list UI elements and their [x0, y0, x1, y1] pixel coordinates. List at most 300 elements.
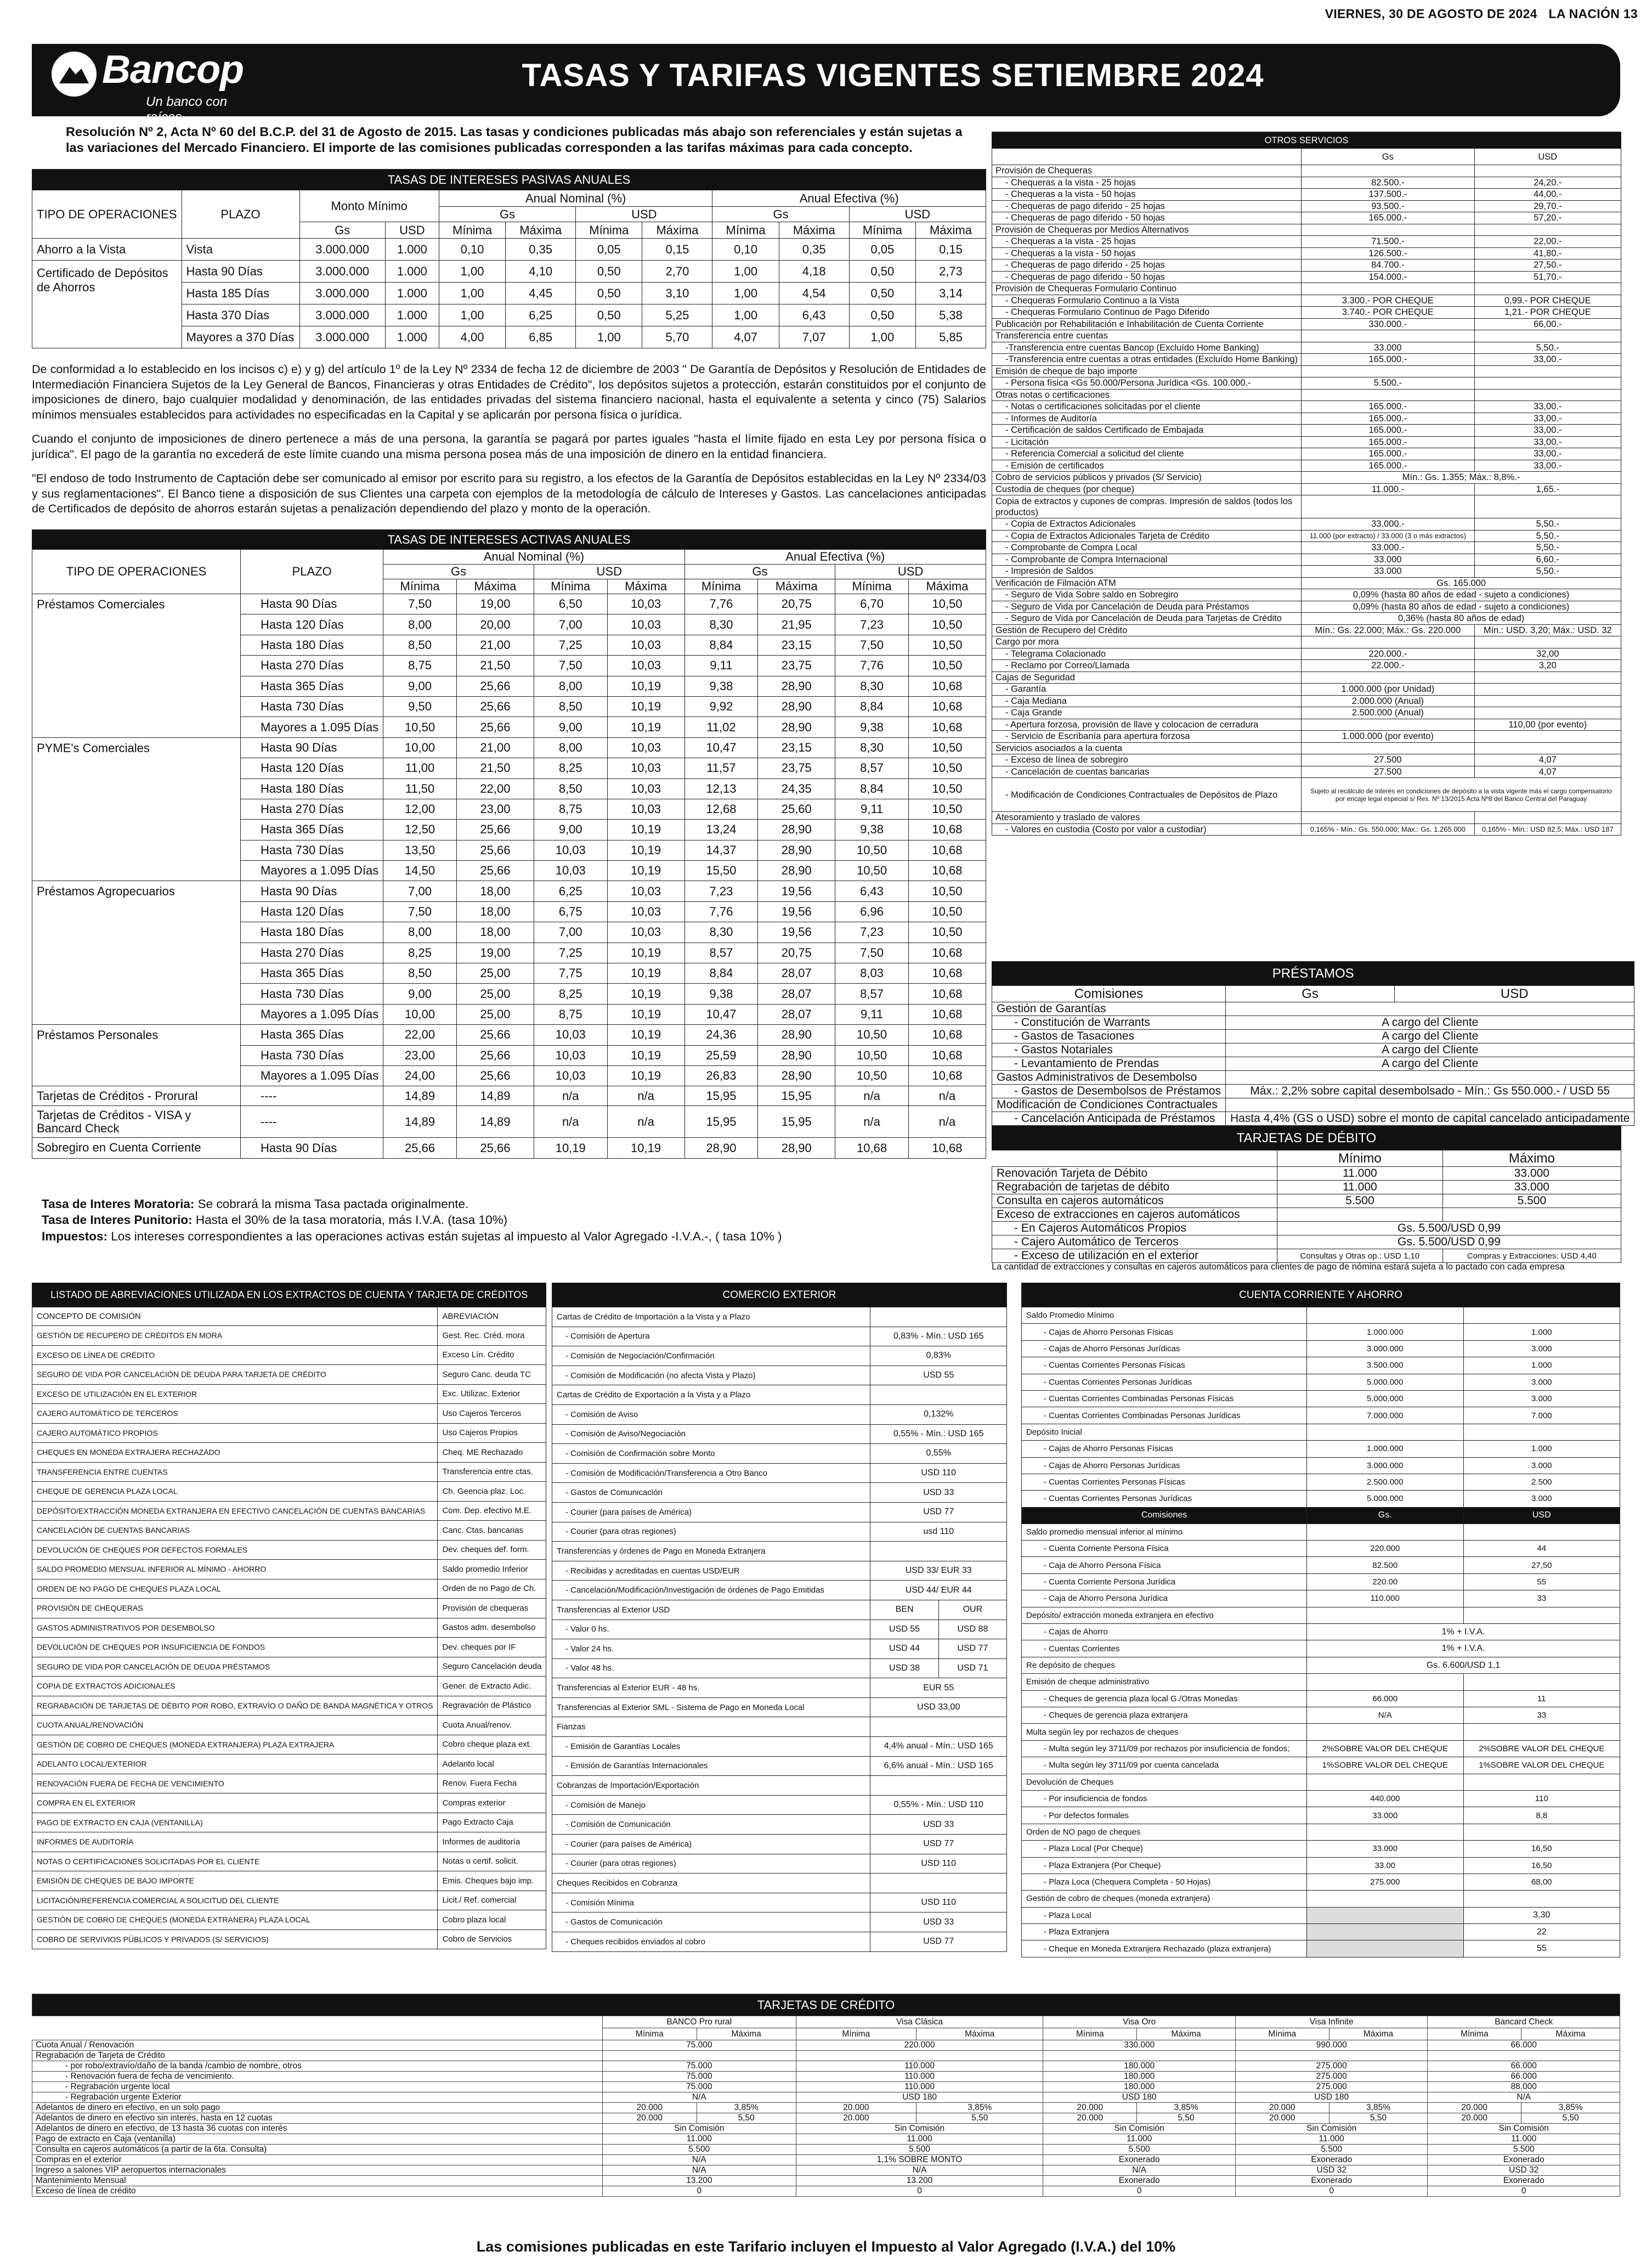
table-cell — [1302, 495, 1474, 518]
table-cell: 10,19 — [607, 943, 684, 963]
table-row — [992, 1194, 1621, 1208]
table-cell: 1% + I.V.A. — [1307, 1624, 1620, 1640]
table-row — [992, 307, 1621, 319]
table-cell: CUOTA ANUAL/RENOVACIÓN — [32, 1716, 438, 1735]
column-header: USD — [835, 565, 986, 579]
table-cell: COMPRA EN EL EXTERIOR — [32, 1793, 438, 1813]
table-cell: 10,68 — [908, 820, 986, 840]
column-header: Mínima — [1235, 2028, 1329, 2040]
table-row — [32, 2051, 1620, 2061]
table-row — [552, 1385, 1007, 1405]
table-cell: 0,50 — [576, 304, 642, 326]
table-cell: 15,95 — [684, 1086, 758, 1106]
table-cell: - Referencia Comercial a solicitud del cliente — [992, 448, 1302, 460]
table-cell: - Renovación fuera de fecha de vencimiento. — [32, 2072, 603, 2082]
table-cell: 8,8 — [1463, 1807, 1620, 1824]
table-cell: 8,30 — [835, 676, 909, 696]
table-row — [32, 190, 986, 207]
table-row — [552, 1795, 1007, 1815]
table-cell: 11,57 — [684, 758, 758, 778]
column-header: ABREVIACIÓN — [438, 1307, 546, 1326]
table-row — [992, 401, 1621, 413]
note-text: Hasta el 30% de la tasa moratoria, más I.V.A. (tasa 10%) — [192, 1213, 508, 1227]
table-cell: 33.000 — [1307, 1807, 1464, 1824]
table-cell — [1474, 283, 1621, 295]
table-cell: Copia de extractos y cupones de compras. Impresión de saldos (todos los productos) — [992, 495, 1302, 518]
table-cell: Adelantos de dinero en efectivo, de 13 hasta 36 cuotas con interés — [32, 2124, 603, 2134]
table-cell: Mín.: USD. 3,20; Máx.: USD. 32 — [1474, 624, 1621, 636]
table-row — [1022, 1874, 1620, 1890]
table-cell: 5,50 — [1521, 2113, 1620, 2124]
table-row — [32, 1579, 546, 1599]
table-cell: 3.000 — [1463, 1390, 1620, 1407]
table-cell: 25,66 — [456, 1045, 534, 1065]
table-cell: 33,00.- — [1474, 413, 1621, 425]
table-title: COMERCIO EXTERIOR — [552, 1283, 1007, 1307]
table-row — [32, 1326, 546, 1346]
table-row — [992, 577, 1621, 589]
table-cell: - Modificación de Condiciones Contractuales de Depósitos de Plazo — [992, 778, 1302, 812]
table-row — [992, 189, 1621, 201]
table-cell: USD 77 — [938, 1639, 1006, 1659]
table-cell: Mayores a 1.095 Días — [241, 1065, 383, 1086]
table-row — [32, 170, 986, 190]
table-cell: 21,00 — [456, 737, 534, 758]
table-cell: NOTAS O CERTIFICACIONES SOLICITADAS POR EL CLIENTE — [32, 1852, 438, 1871]
table-cell: Transferencias al Exterior USD — [552, 1600, 870, 1620]
table-row — [32, 1891, 546, 1910]
table-row — [992, 1085, 1634, 1098]
table-cell: 9,38 — [684, 984, 758, 1004]
table-row — [992, 530, 1621, 542]
table-cell: 7,00 — [534, 614, 607, 635]
table-cell: 9,00 — [534, 717, 607, 737]
table-cell: 33,00.- — [1474, 401, 1621, 413]
table-row — [32, 1696, 546, 1716]
note-label: Tasa de Interes Moratoria: — [42, 1197, 195, 1211]
table-cell: Mayores a 1.095 Días — [241, 717, 383, 737]
table-cell: 20.000 — [1235, 2113, 1329, 2124]
table-cell: 7,07 — [779, 326, 849, 348]
table-cell: Provisión de chequeras — [438, 1599, 546, 1618]
table-cell: 10,68 — [908, 840, 986, 860]
table-cell — [1307, 1924, 1464, 1940]
table-cell: 3.000.000 — [299, 239, 385, 261]
table-row — [32, 2028, 1620, 2040]
table-cell: 11.000 — [1277, 1181, 1443, 1194]
table-cell: 20,75 — [758, 594, 835, 614]
table-cell: Sin Comisión — [603, 2124, 796, 2134]
table-row — [32, 1138, 986, 1158]
table-cell: 7.000 — [1463, 1407, 1620, 1424]
table-cell: - Comisión de Confirmación sobre Monto — [552, 1444, 870, 1464]
table-cell: A cargo del Cliente — [1226, 1043, 1634, 1057]
table-row — [992, 648, 1621, 660]
table-cell: 19,56 — [758, 901, 835, 922]
table-cell: USD 110 — [870, 1463, 1007, 1483]
table-cell: Uso Cajeros Propios — [438, 1423, 546, 1443]
table-cell: Exceso Lín. Crédito — [438, 1345, 546, 1365]
table-cell: 9,11 — [835, 799, 909, 819]
table-cell: 0 — [1043, 2186, 1236, 2197]
table-cell: A cargo del Cliente — [1226, 1057, 1634, 1071]
table-cell: Hasta 180 Días — [241, 922, 383, 943]
table-row — [1022, 1340, 1620, 1357]
table-row — [32, 1482, 546, 1502]
table-cell: 165.000.- — [1302, 460, 1474, 472]
table-cell: 33.000 — [1302, 554, 1474, 566]
table-cell: Ahorro a la Vista — [32, 239, 182, 261]
table-cell: Multa según ley por rechazos de cheques — [1022, 1724, 1307, 1740]
table-cell: 5,38 — [915, 304, 986, 326]
table-row — [992, 542, 1621, 554]
table-row — [992, 566, 1621, 578]
table-cell — [1463, 1891, 1620, 1907]
table-cell: USD 38 — [870, 1658, 938, 1678]
table-row — [992, 731, 1621, 743]
table-cell: Cajas de Seguridad — [992, 672, 1302, 684]
table-title: TARJETAS DE CRÉDITO — [32, 1994, 1620, 2016]
table-cell: Cobro cheque plaza ext. — [438, 1735, 546, 1754]
table-row — [552, 1776, 1007, 1796]
title-banner — [32, 44, 1620, 125]
table-cell: 20.000 — [1428, 2113, 1521, 2124]
table-row — [552, 1756, 1007, 1776]
table-cell: 8,57 — [835, 984, 909, 1004]
table-row — [992, 132, 1621, 149]
table-cell: 0,50 — [576, 283, 642, 304]
table-cell — [1474, 495, 1621, 518]
table-cell: 10,50 — [835, 1065, 909, 1086]
table-cell: 10,19 — [607, 963, 684, 984]
note-label: Impuestos: — [42, 1229, 108, 1243]
table-cell: 3.000 — [1463, 1491, 1620, 1507]
table-cell: 13.200 — [796, 2176, 1043, 2186]
table-cell: Máx.: 2,2% sobre capital desembolsado - Mín.: Gs 550.000.- / USD 55 — [1226, 1085, 1634, 1098]
table-cell: 28,90 — [758, 1045, 835, 1065]
table-cell — [1302, 742, 1474, 754]
table-cell: 10,50 — [835, 1045, 909, 1065]
table-cell: 1.000.000 — [1307, 1441, 1464, 1457]
table-cell: Gs. 5.500/USD 0,99 — [1277, 1222, 1621, 1235]
table-cell: Depósito Inicial — [1022, 1424, 1307, 1440]
date-text: VIERNES, 30 DE AGOSTO DE 2024 — [1325, 7, 1537, 21]
table-cell: PYME's Comerciales — [32, 737, 241, 881]
table-cell: - Cheques de gerencia plaza extranjera — [1022, 1707, 1307, 1723]
table-cell: 4,4% anual - Mín.: USD 165 — [870, 1737, 1007, 1757]
table-row — [992, 778, 1621, 812]
column-header: Máxima — [697, 2028, 796, 2040]
table-cell: 0,15 — [642, 239, 712, 261]
table-cell: 5.500.- — [1302, 377, 1474, 390]
table-row — [992, 1249, 1621, 1263]
table-cell: 110.000 — [1307, 1590, 1464, 1607]
table-cell: 33.00 — [1307, 1857, 1464, 1874]
table-cell: 180.000 — [1043, 2072, 1236, 2082]
table-cell: 44 — [1463, 1541, 1620, 1557]
table-row — [32, 1560, 546, 1579]
table-cell: - Cajas de Ahorro Personas Jurídicas — [1022, 1457, 1307, 1474]
table-row — [992, 719, 1621, 731]
table-row — [992, 1098, 1634, 1112]
table-cell: 180.000 — [1043, 2082, 1236, 2092]
table-cell: Transferencias al Exterior SML - Sistema de Pago en Moneda Local — [552, 1697, 870, 1717]
table-cell: 10,00 — [383, 1004, 457, 1024]
table-row — [32, 2134, 1620, 2145]
table-row — [552, 1658, 1007, 1678]
table-cell: - Constitución de Warrants — [992, 1016, 1226, 1030]
table-cell: - Persona física <Gs 50.000/Persona Jurídica <Gs. 100.000.- — [992, 377, 1302, 390]
table-cell: Adelanto local — [438, 1754, 546, 1774]
table-cell: Cheq. ME Rechazado — [438, 1443, 546, 1463]
column-header: Gs — [712, 207, 849, 222]
table-cell: 7,50 — [835, 635, 909, 655]
table-cell: 3.000.000 — [1307, 1457, 1464, 1474]
table-row — [992, 342, 1621, 354]
table-cell: 10,19 — [607, 861, 684, 881]
table-cell: - Cuenta Corriente Persona Física — [1022, 1541, 1307, 1557]
table-cell: - Chequeras Formulario Continuo de Pago Diferido — [992, 307, 1302, 319]
table-cell: - Informes de Auditoría — [992, 413, 1302, 425]
table-cell — [1474, 707, 1621, 719]
table-row — [32, 2072, 1620, 2082]
table-row — [552, 1463, 1007, 1483]
table-cell: Saldo Promedio Mínimo — [1022, 1307, 1307, 1324]
table-row — [992, 149, 1621, 165]
table-cell: - Garantía — [992, 684, 1302, 696]
table-cell: 9,50 — [383, 696, 457, 716]
table-cell: - Cuentas Corrientes Personas Físicas — [1022, 1357, 1307, 1374]
table-row — [32, 1283, 546, 1307]
table-cell: Seguro Cancelación deuda — [438, 1657, 546, 1677]
table-row — [992, 318, 1621, 330]
column-header: Visa Infinite — [1235, 2016, 1428, 2028]
table-cell: 0 — [603, 2186, 796, 2197]
table-title: LISTADO DE ABREVIACIONES UTILIZADA EN LOS EXTRACTOS DE CUENTA Y TARJETA DE CRÉDITOS — [32, 1283, 546, 1307]
table-cell: Transferencia entre cuentas — [992, 330, 1302, 342]
table-cell: USD 33 — [870, 1912, 1007, 1932]
table-cell: 25,60 — [758, 799, 835, 819]
table-cell: 8,50 — [383, 635, 457, 655]
table-cell — [870, 1776, 1007, 1796]
table-cell: 3,85% — [697, 2103, 796, 2113]
table-cell — [32, 2028, 603, 2040]
table-row — [1022, 1524, 1620, 1540]
table-cell: 75.000 — [603, 2072, 796, 2082]
table-cell: 68,00 — [1463, 1874, 1620, 1890]
table-row — [992, 812, 1621, 824]
table-cell: 5,25 — [642, 304, 712, 326]
table-row — [992, 177, 1621, 189]
table-cell: 25,00 — [456, 963, 534, 984]
table-cell: - Chequeras de pago diferido - 25 hojas — [992, 200, 1302, 212]
table-cell: 28,90 — [758, 676, 835, 696]
column-header: USD — [1463, 1507, 1620, 1524]
table-row — [992, 684, 1621, 696]
table-cell: Gestión de Garantías — [992, 1002, 1226, 1016]
table-cell: - Reclamo por Correo/Llamada — [992, 660, 1302, 672]
table-cell: - Recibidas y acreditadas en cuentas USD/EUR — [552, 1561, 870, 1581]
table-cell: USD 32 — [1235, 2165, 1428, 2176]
table-cell: 18,00 — [456, 881, 534, 901]
table-cell: - Courier (para otras regiones) — [552, 1854, 870, 1874]
table-row — [1022, 1891, 1620, 1907]
table-cell: 21,50 — [456, 758, 534, 778]
table-cell: 1,1% SOBRE MONTO — [796, 2155, 1043, 2165]
table-cell: 66.000 — [1428, 2040, 1620, 2051]
table-cell: Emisión de cheque de bajo importe — [992, 365, 1302, 377]
column-header: Máxima — [908, 579, 986, 594]
table-row — [1022, 1940, 1620, 1957]
table-cell: 165.000.- — [1302, 354, 1474, 366]
table-row — [32, 1423, 546, 1443]
table-cell: 28,07 — [758, 984, 835, 1004]
table-cell: 22,00 — [383, 1025, 457, 1045]
table-cell: GESTIÓN DE COBRO DE CHEQUES (MONEDA EXTRANJERA) PLAZA EXTRAJERA — [32, 1735, 438, 1754]
table-cell: 10,50 — [908, 901, 986, 922]
table-cell: 3,20 — [1474, 660, 1621, 672]
table-cell: 11.000 — [1428, 2134, 1620, 2145]
table-cell: Hasta 4,4% (GS o USD) sobre el monto de capital cancelado anticipadamente — [1226, 1112, 1634, 1126]
table-cell: 10,03 — [607, 799, 684, 819]
table-cell — [1463, 1824, 1620, 1840]
table-row — [32, 1910, 546, 1930]
table-cell: 6,70 — [835, 594, 909, 614]
table-cell: 10,50 — [908, 758, 986, 778]
table-cell: - Emisión de certificados — [992, 460, 1302, 472]
table-cell: 11.000 — [603, 2134, 796, 2145]
table-cell: 5.500 — [603, 2145, 796, 2155]
table-cell: 0,83% — [870, 1346, 1007, 1366]
table-cell — [1463, 1724, 1620, 1740]
table-cell: USD 180 — [1043, 2092, 1236, 2103]
table-row — [32, 1793, 546, 1813]
table-cell: Custodia de cheques (por cheque) — [992, 483, 1302, 495]
table-cell: 5.500 — [1235, 2145, 1428, 2155]
table-cell: Exc. Utilizac. Exterior — [438, 1384, 546, 1404]
table-cell: Cartas de Crédito de Exportación a la Vista y a Plazo — [552, 1385, 870, 1405]
table-cell: N/A — [603, 2092, 796, 2103]
table-row — [552, 1854, 1007, 1874]
table-cell: 8,00 — [383, 614, 457, 635]
table-cell: 10,19 — [607, 840, 684, 860]
table-cell: 5.500 — [1428, 2145, 1620, 2155]
column-header: Máxima — [642, 222, 712, 239]
table-cell: 6,43 — [835, 881, 909, 901]
table-cell: 4,00 — [439, 326, 505, 348]
table-cell: - Cajas de Ahorro Personas Físicas — [1022, 1441, 1307, 1457]
table-cell: Dev. cheques por IF — [438, 1638, 546, 1657]
abreviaciones-table — [32, 1283, 544, 1949]
table-row — [1022, 1491, 1620, 1507]
table-row — [32, 2016, 1620, 2028]
table-cell: Consulta en cajeros automáticos (a partir de la 6ta. Consulta) — [32, 2145, 603, 2155]
table-row — [552, 1874, 1007, 1893]
table-cell: EUR 55 — [870, 1678, 1007, 1698]
table-row — [992, 295, 1621, 307]
table-cell: Exonerado — [1428, 2176, 1620, 2186]
table-cell: 2,73 — [915, 261, 986, 283]
column-header: Anual Efectiva (%) — [712, 190, 986, 207]
table-title: OTROS SERVICIOS — [992, 132, 1621, 149]
table-row — [32, 550, 986, 565]
table-cell: CANCELACIÓN DE CUENTAS BANCARIAS — [32, 1521, 438, 1541]
table-cell: 44,00.- — [1474, 189, 1621, 201]
column-header: USD — [1474, 149, 1621, 165]
column-header: Anual Efectiva (%) — [684, 550, 986, 565]
table-cell: 20,00 — [456, 614, 534, 635]
pasivas-table — [32, 169, 986, 348]
table-cell: 0,83% - Mín.: USD 165 — [870, 1327, 1007, 1346]
table-row — [992, 283, 1621, 295]
table-cell: 71.500.- — [1302, 236, 1474, 248]
table-row — [1022, 1457, 1620, 1474]
table-cell: Fianzas — [552, 1717, 870, 1737]
table-cell: 10,68 — [908, 984, 986, 1004]
table-cell: 51,70.- — [1474, 271, 1621, 283]
column-header: PLAZO — [182, 190, 299, 239]
table-row — [992, 472, 1621, 484]
table-cell: 0,35 — [506, 239, 576, 261]
column-header: Mínima — [712, 222, 779, 239]
table-row — [1022, 1307, 1620, 1324]
column-header: Bancard Check — [1428, 2016, 1620, 2028]
table-cell: 10,03 — [607, 901, 684, 922]
table-row — [992, 601, 1621, 613]
table-cell: - Valor 0 hs. — [552, 1620, 870, 1639]
table-row — [32, 2092, 1620, 2103]
column-header: BANCO Pro rural — [603, 2016, 796, 2028]
table-cell: n/a — [607, 1106, 684, 1138]
table-cell: 66.000 — [1428, 2072, 1620, 2082]
table-row — [1022, 1724, 1620, 1740]
table-cell: Modificación de Condiciones Contractuales — [992, 1098, 1226, 1112]
table-cell — [1307, 1940, 1464, 1957]
table-cell: USD 71 — [938, 1658, 1006, 1678]
table-title: TARJETAS DE DÉBITO — [992, 1126, 1621, 1150]
table-cell: 10,19 — [607, 1025, 684, 1045]
table-cell: 11.000 — [1043, 2134, 1236, 2145]
table-cell: 5,50.- — [1474, 566, 1621, 578]
table-cell: 28,90 — [758, 717, 835, 737]
table-cell: 10,50 — [908, 635, 986, 655]
table-cell: 10,19 — [534, 1138, 607, 1158]
table-cell: GESTIÓN DE RECUPERO DE CRÉDITOS EN MORA — [32, 1326, 438, 1346]
table-cell: 5,50.- — [1474, 530, 1621, 542]
table-cell: 10,03 — [607, 737, 684, 758]
table-row — [1022, 1757, 1620, 1774]
table-row — [992, 1222, 1621, 1235]
table-cell: 8,25 — [534, 984, 607, 1004]
table-cell: 6,25 — [534, 881, 607, 901]
table-row — [552, 1639, 1007, 1659]
table-cell: 6,25 — [506, 304, 576, 326]
table-cell — [1277, 1208, 1443, 1222]
table-row — [552, 1444, 1007, 1464]
table-cell: 9,00 — [534, 820, 607, 840]
column-header: Gs — [1226, 986, 1395, 1002]
table-title: CUENTA CORRIENTE Y AHORRO — [1022, 1283, 1620, 1307]
table-cell: 28,07 — [758, 1004, 835, 1024]
table-cell: 10,50 — [908, 778, 986, 799]
table-cell: - Por insuficiencia de fondos — [1022, 1790, 1307, 1807]
table-cell: 10,03 — [534, 1065, 607, 1086]
table-row — [32, 2082, 1620, 2092]
table-row — [32, 2124, 1620, 2134]
table-cell: 10,68 — [908, 1004, 986, 1024]
table-cell: Transferencias al Exterior EUR - 48 hs. — [552, 1678, 870, 1698]
table-cell: 19,00 — [456, 943, 534, 963]
